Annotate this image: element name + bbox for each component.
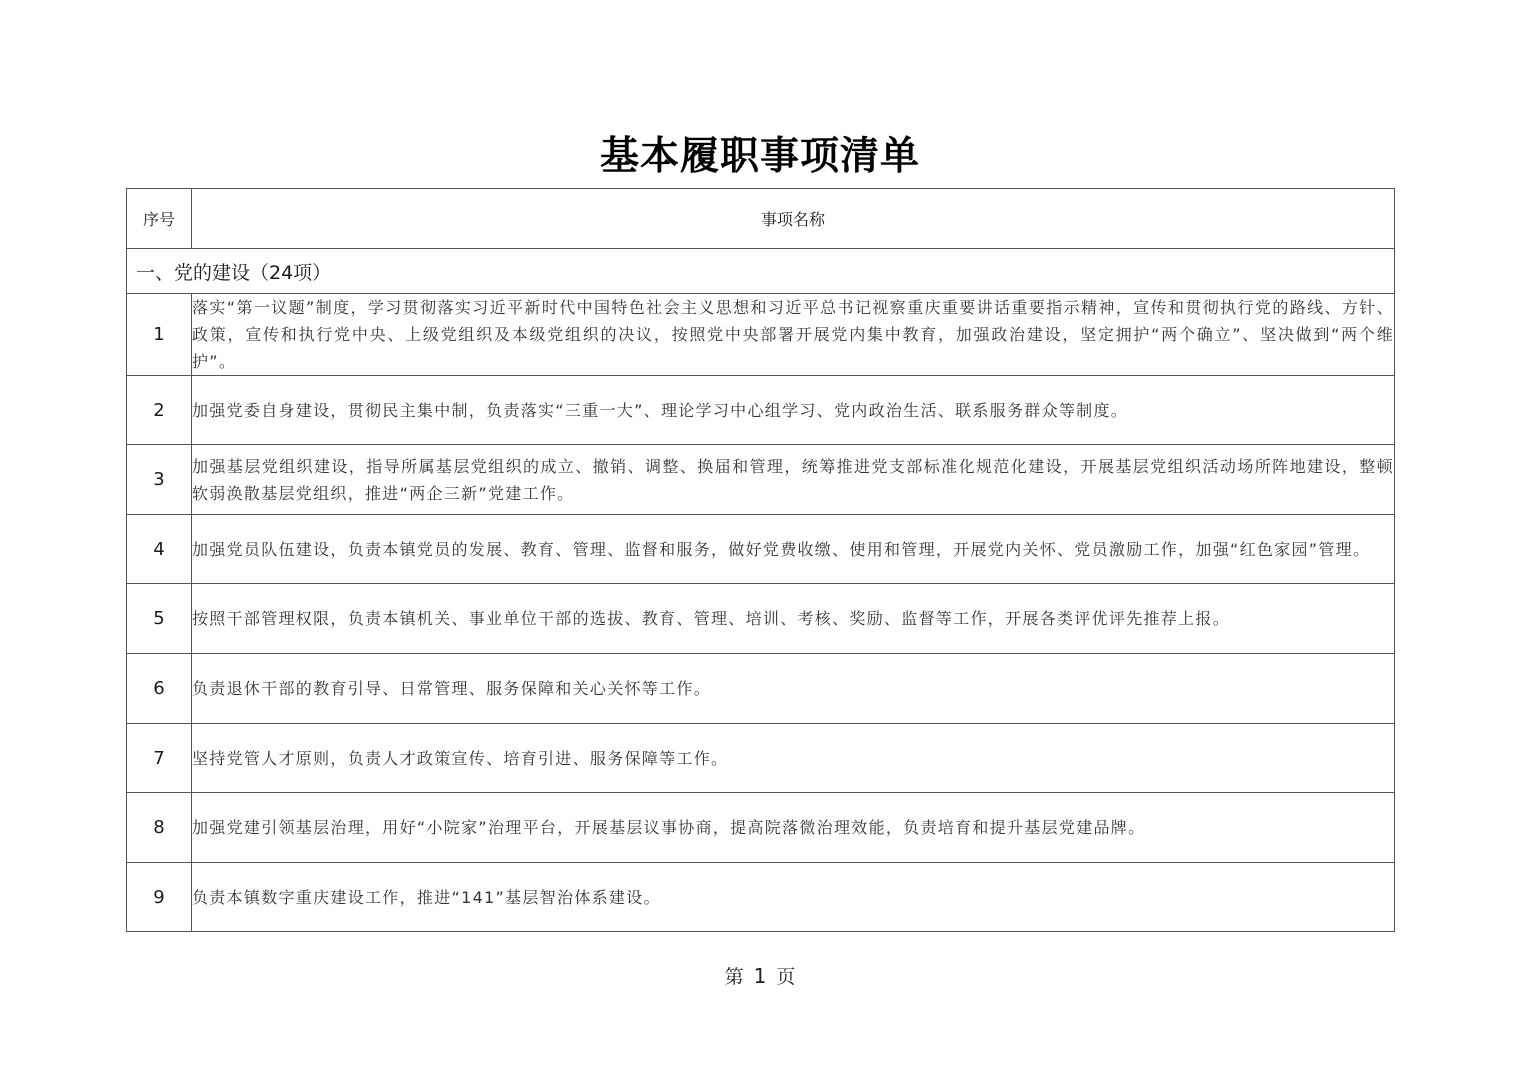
row-item-text: 按照干部管理权限，负责本镇机关、事业单位干部的选拔、教育、管理、培训、考核、奖励、监督等工作，开展各类评优评先推荐上报。 (192, 584, 1395, 654)
row-number: 6 (127, 654, 192, 724)
row-number: 3 (127, 445, 192, 515)
table-header-row (127, 189, 1395, 249)
page-number-footer (0, 962, 1520, 989)
row-number: 8 (127, 793, 192, 863)
row-number: 1 (127, 294, 192, 376)
row-item-text: 坚持党管人才原则，负责人才政策宣传、培育引进、服务保障等工作。 (192, 724, 1395, 793)
table-row (127, 724, 1395, 793)
table-row (127, 793, 1395, 863)
table-row (127, 584, 1395, 654)
table-row (127, 654, 1395, 724)
row-item-text: 加强党员队伍建设，负责本镇党员的发展、教育、管理、监督和服务，做好党费收缴、使用和管理，开展党内关怀、党员激励工作，加强“红色家园”管理。 (192, 515, 1395, 584)
table-row (127, 515, 1395, 584)
table-row (127, 376, 1395, 445)
row-item-text: 加强基层党组织建设，指导所属基层党组织的成立、撤销、调整、换届和管理，统筹推进党支部标准化规范化建设，开展基层党组织活动场所阵地建设，整顿软弱涣散基层党组织，推进“两企三新”党建工作。 (192, 445, 1395, 515)
page-number: 1 (753, 964, 767, 988)
duty-items-table (126, 188, 1395, 932)
table-row (127, 445, 1395, 515)
row-item-text: 负责退休干部的教育引导、日常管理、服务保障和关心关怀等工作。 (192, 654, 1395, 724)
row-number: 2 (127, 376, 192, 445)
row-number: 7 (127, 724, 192, 793)
table-row (127, 863, 1395, 932)
row-number: 5 (127, 584, 192, 654)
section-heading: 一、党的建设（24项） (127, 249, 1395, 294)
row-item-text: 加强党建引领基层治理，用好“小院家”治理平台，开展基层议事协商，提高院落微治理效能，负责培育和提升基层党建品牌。 (192, 793, 1395, 863)
table-row (127, 294, 1395, 376)
header-serial-number: 序号 (127, 189, 192, 249)
page-suffix: 页 (776, 966, 796, 988)
page-prefix: 第 (724, 966, 744, 988)
row-item-text: 落实“第一议题”制度，学习贯彻落实习近平新时代中国特色社会主义思想和习近平总书记视察重庆重要讲话重要指示精神，宣传和贯彻执行党的路线、方针、政策，宣传和执行党中央、上级党组织及本级党组织的决议，按照党中央部署开展党内集中教育，加强政治建设，坚定拥护“两个确立”、坚决做到“两个维护”。 (192, 294, 1395, 376)
row-number: 9 (127, 863, 192, 932)
row-number: 4 (127, 515, 192, 584)
header-item-name: 事项名称 (192, 189, 1395, 249)
document-title: 基本履职事项清单 (599, 133, 920, 179)
section-row (127, 249, 1395, 294)
row-item-text: 加强党委自身建设，贯彻民主集中制，负责落实“三重一大”、理论学习中心组学习、党内政治生活、联系服务群众等制度。 (192, 376, 1395, 445)
row-item-text: 负责本镇数字重庆建设工作，推进“141”基层智治体系建设。 (192, 863, 1395, 932)
